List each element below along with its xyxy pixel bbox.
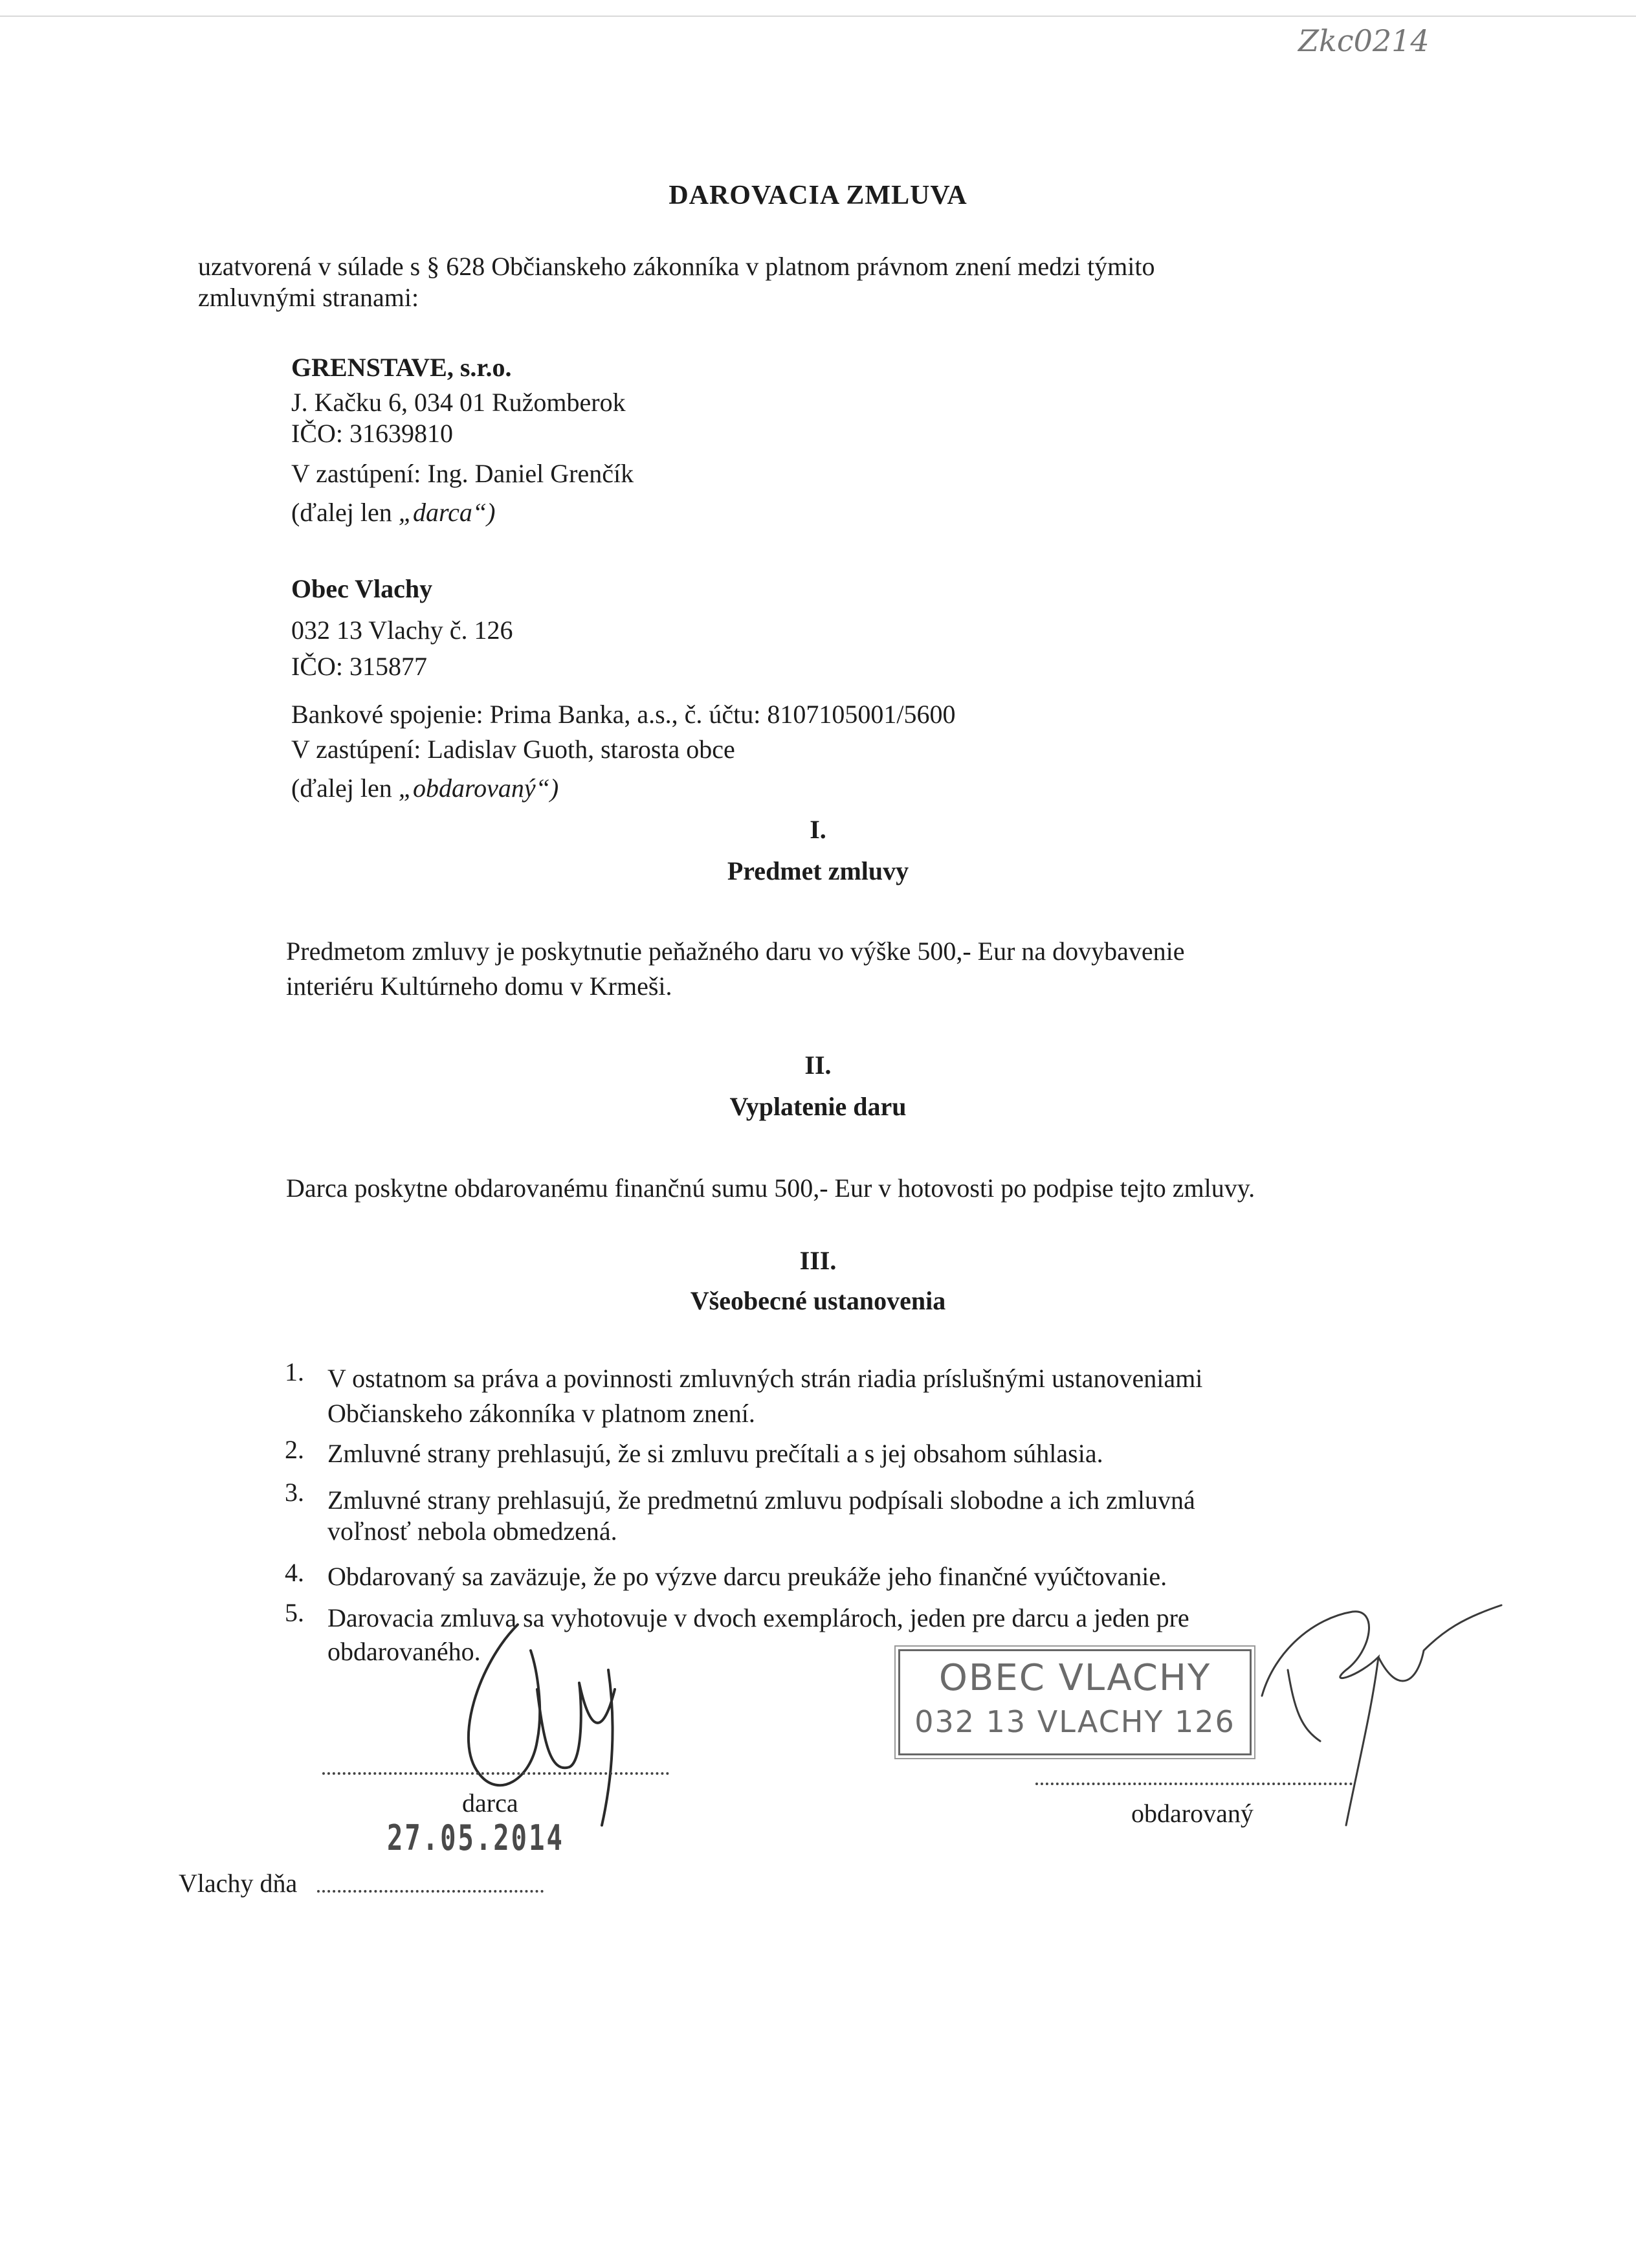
section-2-number: II. (804, 1051, 832, 1080)
donor-signature-line (322, 1772, 669, 1775)
recipient-alias-prefix: (ďalej len (291, 773, 399, 803)
stamp-line-1: OBEC VLACHY (938, 1657, 1211, 1699)
recipient-ico: IČO: 315877 (291, 652, 427, 681)
intro-line-2: zmluvnými stranami: (198, 283, 419, 312)
donor-alias (291, 493, 495, 532)
section-1-number: I. (810, 815, 826, 844)
recipient-alias-term: „obdarovaný“) (398, 773, 559, 803)
provision-5-line-1: Darovacia zmluva sa vyhotovuje v dvoch exemplároch, jeden pre darcu a jeden pre (327, 1603, 1189, 1632)
recipient-name: Obec Vlachy (291, 574, 433, 603)
place-date-label: Vlachy dňa (179, 1869, 298, 1898)
provision-2-number: 2. (285, 1435, 304, 1464)
provision-1-number: 1. (285, 1357, 304, 1386)
donor-alias-term: „darca“) (398, 498, 496, 527)
donor-signature-label: darca (462, 1788, 518, 1818)
recipient-signature-label: obdarovaný (1131, 1799, 1254, 1828)
donor-alias-prefix: (ďalej len (291, 498, 399, 527)
recipient-alias (291, 769, 558, 808)
place-date-line (317, 1890, 544, 1893)
provision-1-line-1: V ostatnom sa práva a povinnosti zmluvných strán riadia príslušnými ustanoveniami (327, 1364, 1203, 1393)
stamp-line-2: 032 13 VLACHY 126 (914, 1704, 1235, 1739)
recipient-representative: V zastúpení: Ladislav Guoth, starosta obce (291, 735, 735, 764)
provision-5-number: 5. (285, 1598, 304, 1627)
provision-4-line-1: Obdarovaný sa zaväzuje, že po výzve darcu preukáže jeho finančné vyúčtovanie. (327, 1562, 1167, 1591)
donor-representative: V zastúpení: Ing. Daniel Grenčík (291, 459, 634, 488)
intro-line-1: uzatvorená v súlade s § 628 Občianskeho zákonníka v platnom právnom znení medzi týmito (198, 252, 1155, 281)
section-2-heading: Vyplatenie daru (729, 1092, 907, 1121)
recipient-bank: Bankové spojenie: Prima Banka, a.s., č. účtu: 8107105001/5600 (291, 700, 956, 729)
handwritten-reference-note: Zkc0214 (1298, 23, 1430, 58)
section-1-heading: Predmet zmluvy (727, 856, 909, 885)
section-3-number: III. (799, 1246, 837, 1275)
donor-address: J. Kačku 6, 034 01 Ružomberok (291, 388, 626, 417)
donor-name: GRENSTAVE, s.r.o. (291, 353, 512, 382)
provision-3-number: 3. (285, 1478, 304, 1507)
provision-5-line-2: obdarovaného. (327, 1637, 481, 1666)
provision-3-line-1: Zmluvné strany prehlasujú, že predmetnú zmluvu podpísali slobodne a ich zmluvná (327, 1485, 1195, 1515)
provision-4-number: 4. (285, 1558, 304, 1587)
section-3-heading: Všeobecné ustanovenia (690, 1286, 946, 1315)
section-2-text: Darca poskytne obdarovanému finančnú sumu 500,- Eur v hotovosti po podpise tejto zmluvy. (286, 1173, 1255, 1203)
scan-edge-line (0, 16, 1636, 17)
municipality-stamp (898, 1649, 1252, 1755)
donor-ico: IČO: 31639810 (291, 419, 453, 448)
section-1-line-1: Predmetom zmluvy je poskytnutie peňažného daru vo výške 500,- Eur na dovybavenie (286, 937, 1185, 966)
provision-1-line-2: Občianskeho zákonníka v platnom znení. (327, 1399, 755, 1428)
provision-2-line-1: Zmluvné strany prehlasujú, že si zmluvu prečítali a s jej obsahom súhlasia. (327, 1439, 1103, 1468)
provision-3-line-2: voľnosť nebola obmedzená. (327, 1517, 617, 1546)
document-title: DAROVACIA ZMLUVA (669, 181, 967, 210)
recipient-signature-line (1035, 1783, 1353, 1785)
recipient-signature (1249, 1579, 1508, 1838)
recipient-address: 032 13 Vlachy č. 126 (291, 616, 513, 645)
section-1-line-2: interiéru Kultúrneho domu v Krmeši. (286, 972, 672, 1001)
date-stamp: 27.05.2014 (387, 1818, 564, 1858)
